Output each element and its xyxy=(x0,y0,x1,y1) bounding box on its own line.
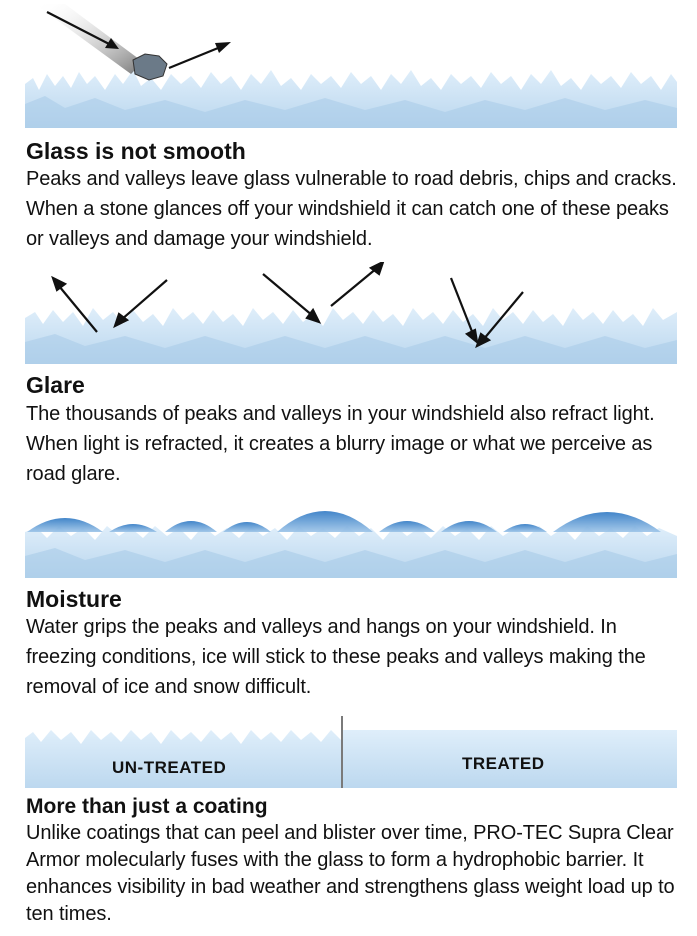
moisture-illustration xyxy=(25,496,677,578)
section-heading: Glass is not smooth xyxy=(26,138,246,164)
light-refraction-illustration xyxy=(25,262,677,364)
section-glass-not-smooth xyxy=(0,0,697,260)
stone-icon xyxy=(133,54,167,80)
section-heading: Moisture xyxy=(26,586,122,612)
section-body: Peaks and valleys leave glass vulnerable to road debris, chips and cracks. When a stone glances off your windshield it can catch one of these peaks or valleys and damage your windshield. xyxy=(26,168,677,250)
section-glare xyxy=(0,262,697,492)
section-heading: More than just a coating xyxy=(26,795,268,818)
stone-deflecting-illustration xyxy=(25,4,677,128)
untreated-label: UN-TREATED xyxy=(112,758,227,777)
water-droplets xyxy=(27,511,661,532)
deflect-arrowhead xyxy=(215,42,231,53)
section-body: The thousands of peaks and valleys in your windshield also refract light. When light is refracted, it creates a blurry image or what we perceive as road glare. xyxy=(26,403,655,485)
water-droplets-illustration xyxy=(25,496,677,578)
section-more-than-coating xyxy=(0,716,697,936)
section-body: Unlike coatings that can peel and blister over time, PRO-TEC Supra Clear Armor molecularly fuses with the glass to form a hydrophobic barrier. It enhances visibility in bad weather and strengthens glass weight load up to ten times. xyxy=(26,822,675,925)
treated-label: TREATED xyxy=(462,754,545,773)
deflect-arrow xyxy=(169,46,223,68)
jagged-glass-illustration xyxy=(25,4,677,128)
section-heading: Glare xyxy=(26,372,85,398)
section-moisture xyxy=(0,494,697,714)
glare-illustration xyxy=(25,262,677,364)
section-body: Water grips the peaks and valleys and hangs on your windshield. In freezing conditions, ice will stick to these peaks and valleys making the removal of ice and snow difficult. xyxy=(26,616,646,698)
